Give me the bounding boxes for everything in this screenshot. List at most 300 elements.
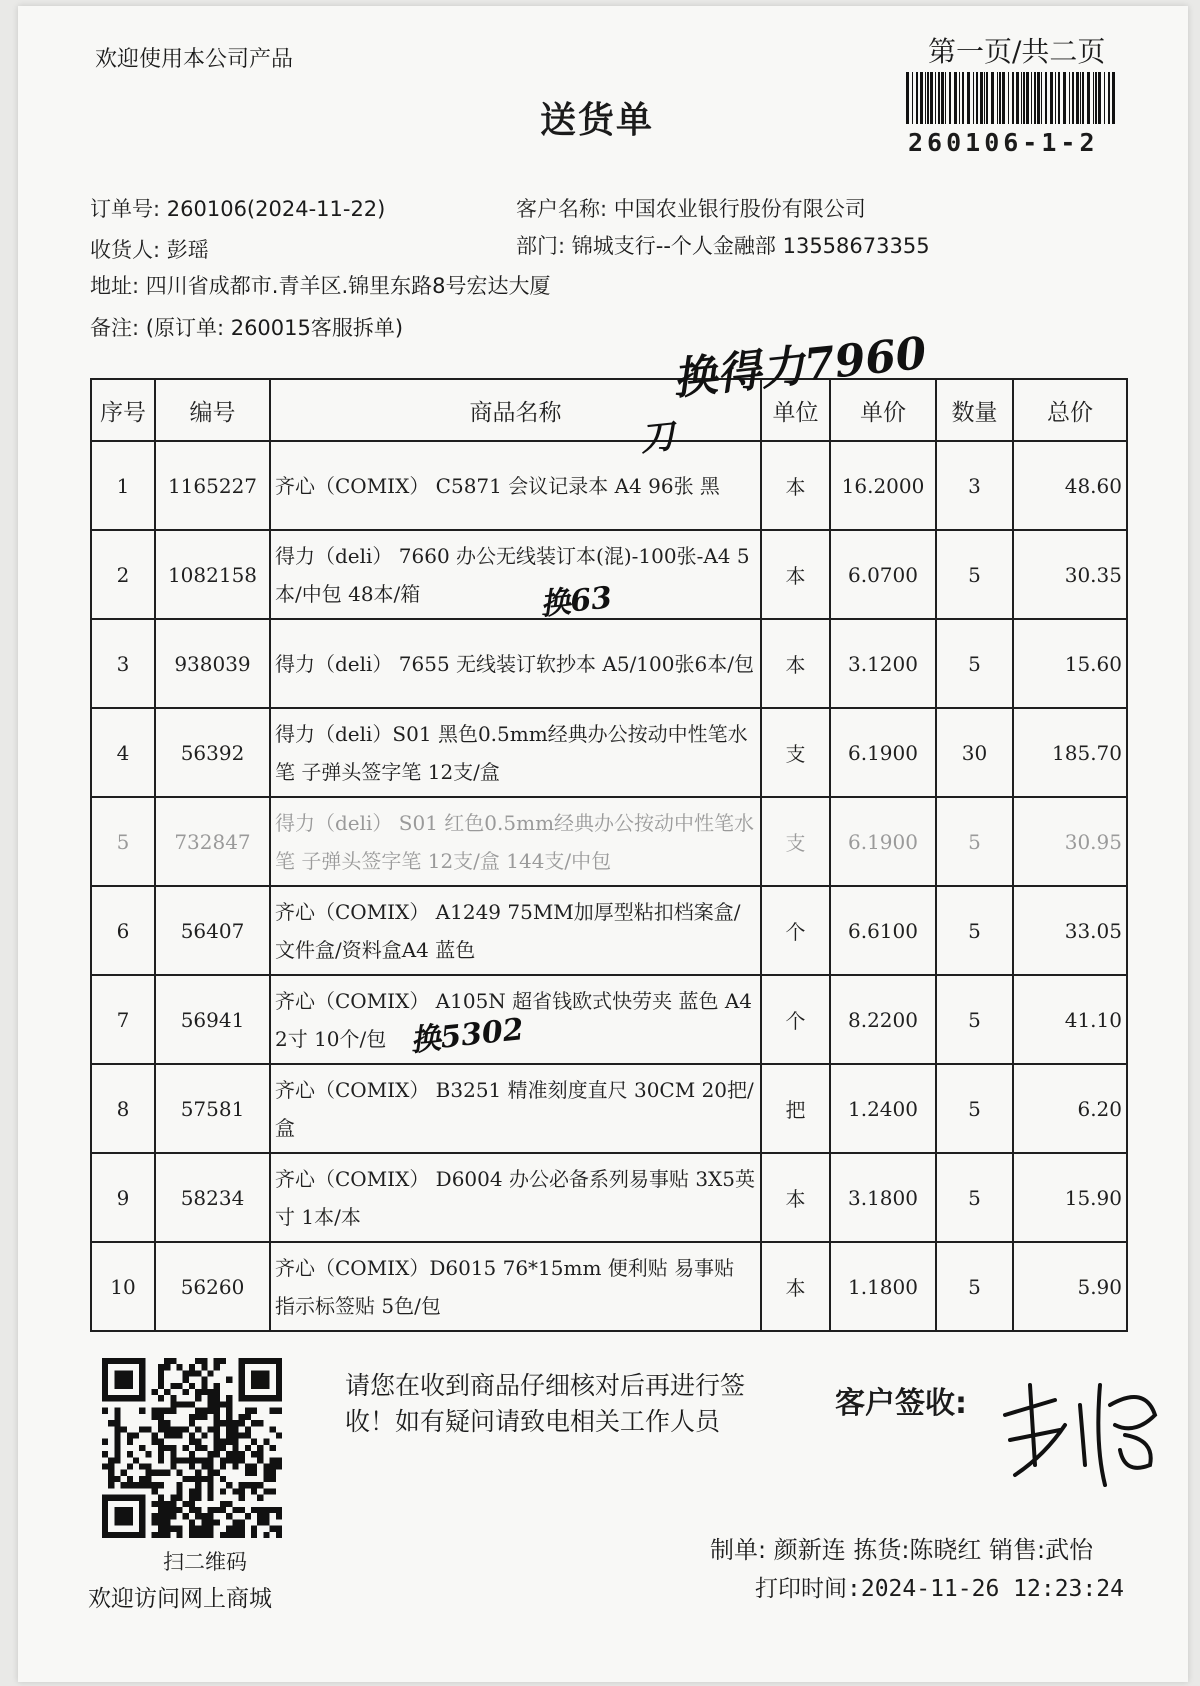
cell-name: 得力（deli）S01 黑色0.5mm经典办公按动中性笔水笔 子弹头签字笔 12支/盒 <box>270 708 761 797</box>
qr-module <box>183 1377 189 1383</box>
qr-module <box>152 1414 158 1420</box>
qr-module <box>139 1395 145 1401</box>
qr-module <box>251 1526 257 1532</box>
barcode-bar <box>925 72 926 124</box>
qr-module <box>164 1526 170 1532</box>
qr-module <box>214 1414 220 1420</box>
customer-name-label: 客户名称: <box>516 197 608 221</box>
qr-module <box>195 1507 201 1513</box>
qr-module <box>263 1377 269 1383</box>
qr-module <box>121 1507 127 1513</box>
qr-module <box>139 1445 145 1451</box>
qr-module <box>226 1457 232 1463</box>
qr-module <box>170 1464 176 1470</box>
barcode-bar <box>1050 72 1053 124</box>
qr-module <box>232 1532 238 1538</box>
qr-module <box>176 1426 182 1432</box>
qr-module <box>232 1464 238 1470</box>
qr-module <box>139 1377 145 1383</box>
qr-module <box>276 1432 282 1438</box>
qr-module <box>127 1358 133 1364</box>
qr-module <box>139 1426 145 1432</box>
qr-module <box>201 1377 207 1383</box>
barcode-bar <box>1112 72 1115 124</box>
qr-module <box>214 1364 220 1370</box>
barcode <box>906 72 1116 124</box>
qr-module <box>183 1401 189 1407</box>
qr-module <box>270 1526 276 1532</box>
qr-module <box>220 1401 226 1407</box>
qr-module <box>257 1507 263 1513</box>
cell-total: 15.90 <box>1013 1153 1127 1242</box>
qr-module <box>102 1532 108 1538</box>
qr-module <box>121 1395 127 1401</box>
qr-module <box>276 1389 282 1395</box>
qr-module <box>170 1401 176 1407</box>
qr-module <box>183 1513 189 1519</box>
qr-module <box>183 1457 189 1463</box>
qr-module <box>114 1476 120 1482</box>
qr-module <box>189 1383 195 1389</box>
qr-module <box>239 1377 245 1383</box>
qr-module <box>170 1501 176 1507</box>
qr-module <box>158 1414 164 1420</box>
qr-module <box>114 1451 120 1457</box>
qr-module <box>232 1507 238 1513</box>
barcode-bar <box>1076 72 1079 124</box>
header-total: 总价 <box>1013 379 1127 441</box>
qr-module <box>152 1432 158 1438</box>
cell-name: 齐心（COMIX） C5871 会议记录本 A4 96张 黑 <box>270 441 761 530</box>
qr-module <box>158 1439 164 1445</box>
qr-module <box>226 1401 232 1407</box>
qr-module <box>170 1526 176 1532</box>
qr-module <box>201 1414 207 1420</box>
qr-module <box>127 1395 133 1401</box>
qr-module <box>257 1513 263 1519</box>
qr-module <box>152 1439 158 1445</box>
qr-module <box>139 1370 145 1376</box>
qr-module <box>164 1364 170 1370</box>
barcode-bar <box>906 72 909 124</box>
qr-module <box>251 1464 257 1470</box>
table-row <box>91 1242 1127 1331</box>
qr-module <box>220 1464 226 1470</box>
qr-module <box>158 1532 164 1538</box>
qr-module <box>239 1488 245 1494</box>
cell-total: 15.60 <box>1013 619 1127 708</box>
qr-module <box>201 1457 207 1463</box>
qr-module <box>158 1420 164 1426</box>
qr-module <box>195 1439 201 1445</box>
cell-code: 56941 <box>155 975 270 1064</box>
qr-module <box>170 1408 176 1414</box>
qr-module <box>121 1470 127 1476</box>
qr-module <box>108 1470 114 1476</box>
qr-module <box>158 1470 164 1476</box>
qr-module <box>145 1451 151 1457</box>
qr-module <box>208 1408 214 1414</box>
qr-module <box>257 1377 263 1383</box>
barcode-bar <box>1098 72 1101 124</box>
cell-code: 58234 <box>155 1153 270 1242</box>
qr-module <box>251 1470 257 1476</box>
qr-module <box>152 1532 158 1538</box>
cell-seq: 4 <box>91 708 155 797</box>
cell-code: 732847 <box>155 797 270 886</box>
qr-module <box>276 1457 282 1463</box>
cell-name: 齐心（COMIX）D6015 76*15mm 便利贴 易事贴 指示标签贴 5色/包 <box>270 1242 761 1331</box>
qr-module <box>183 1501 189 1507</box>
address-label: 地址: <box>90 274 140 298</box>
receiver <box>90 234 209 264</box>
qr-module <box>189 1432 195 1438</box>
qr-module <box>127 1377 133 1383</box>
cell-name: 得力（deli） 7655 无线装订软抄本 A5/100张6本/包 <box>270 619 761 708</box>
qr-module <box>201 1364 207 1370</box>
qr-module <box>251 1358 257 1364</box>
qr-module <box>158 1408 164 1414</box>
qr-module <box>257 1482 263 1488</box>
qr-module <box>201 1408 207 1414</box>
qr-module <box>189 1451 195 1457</box>
qr-module <box>164 1470 170 1476</box>
qr-module <box>127 1383 133 1389</box>
cell-unit: 把 <box>761 1064 830 1153</box>
header-code: 编号 <box>155 379 270 441</box>
qr-module <box>121 1495 127 1501</box>
qr-module <box>220 1445 226 1451</box>
qr-module <box>208 1532 214 1538</box>
qr-module <box>133 1432 139 1438</box>
qr-module <box>239 1370 245 1376</box>
cell-qty: 5 <box>936 1153 1013 1242</box>
qr-module <box>245 1445 251 1451</box>
qr-module <box>251 1408 257 1414</box>
barcode-bar <box>1108 72 1110 124</box>
qr-module <box>102 1501 108 1507</box>
qr-module <box>139 1389 145 1395</box>
qr-module <box>114 1532 120 1538</box>
barcode-bar <box>973 72 974 124</box>
order-number-label: 订单号: <box>90 197 161 221</box>
qr-module <box>208 1526 214 1532</box>
cell-price: 6.6100 <box>830 886 936 975</box>
qr-module <box>102 1495 108 1501</box>
qr-module <box>276 1464 282 1470</box>
qr-module <box>176 1432 182 1438</box>
qr-module <box>121 1377 127 1383</box>
qr-module <box>263 1507 269 1513</box>
qr-module <box>139 1408 145 1414</box>
qr-module <box>127 1451 133 1457</box>
barcode-number: 260106-1-2 <box>908 128 1099 157</box>
table-row <box>91 708 1127 797</box>
qr-module <box>139 1495 145 1501</box>
qr-module <box>139 1476 145 1482</box>
qr-module <box>114 1445 120 1451</box>
qr-module <box>239 1482 245 1488</box>
table-row <box>91 1153 1127 1242</box>
qr-module <box>189 1488 195 1494</box>
qr-module <box>226 1513 232 1519</box>
cell-unit: 个 <box>761 975 830 1064</box>
qr-module <box>176 1401 182 1407</box>
cell-seq: 8 <box>91 1064 155 1153</box>
qr-module <box>257 1358 263 1364</box>
cell-unit: 本 <box>761 1153 830 1242</box>
qr-module <box>170 1426 176 1432</box>
qr-module <box>127 1476 133 1482</box>
qr-module <box>201 1519 207 1525</box>
page-indicator: 第一页/共二页 <box>928 35 1106 68</box>
table-row <box>91 797 1127 886</box>
qr-module <box>164 1420 170 1426</box>
barcode-bar <box>1041 72 1042 124</box>
barcode-bar <box>1082 72 1084 124</box>
qr-module <box>189 1526 195 1532</box>
barcode-bar <box>912 72 913 124</box>
barcode-bar <box>959 72 960 124</box>
qr-module <box>245 1432 251 1438</box>
qr-module <box>102 1519 108 1525</box>
cell-qty: 5 <box>936 1242 1013 1331</box>
qr-module <box>208 1464 214 1470</box>
qr-module <box>208 1495 214 1501</box>
qr-module <box>170 1445 176 1451</box>
qr-module <box>245 1426 251 1432</box>
qr-module <box>195 1526 201 1532</box>
cell-code: 1165227 <box>155 441 270 530</box>
qr-module <box>208 1482 214 1488</box>
qr-module <box>195 1488 201 1494</box>
qr-module <box>183 1426 189 1432</box>
barcode-bar <box>949 72 951 124</box>
cell-qty: 3 <box>936 441 1013 530</box>
cell-seq: 7 <box>91 975 155 1064</box>
header-name: 商品名称 <box>270 379 761 441</box>
qr-module <box>245 1414 251 1420</box>
qr-module <box>257 1451 263 1457</box>
qr-module <box>158 1482 164 1488</box>
qr-module <box>226 1426 232 1432</box>
qr-module <box>201 1476 207 1482</box>
qr-module <box>164 1501 170 1507</box>
cell-unit: 本 <box>761 441 830 530</box>
barcode-bar <box>1055 72 1056 124</box>
qr-module <box>201 1464 207 1470</box>
qr-module <box>270 1457 276 1463</box>
order-number-value: 260106(2024-11-22) <box>166 197 386 221</box>
qr-module <box>195 1513 201 1519</box>
qr-module <box>114 1420 120 1426</box>
cell-price: 8.2200 <box>830 975 936 1064</box>
qr-module <box>245 1358 251 1364</box>
qr-module <box>158 1383 164 1389</box>
qr-module <box>220 1358 226 1364</box>
qr-module <box>270 1358 276 1364</box>
qr-module <box>245 1408 251 1414</box>
qr-module <box>263 1358 269 1364</box>
qr-module <box>226 1451 232 1457</box>
qr-module <box>176 1488 182 1494</box>
qr-module <box>121 1532 127 1538</box>
qr-module <box>195 1358 201 1364</box>
barcode-bar <box>1072 72 1074 124</box>
qr-module <box>220 1439 226 1445</box>
cell-total: 5.90 <box>1013 1242 1127 1331</box>
qr-module <box>164 1532 170 1538</box>
qr-module <box>114 1426 120 1432</box>
qr-module <box>214 1426 220 1432</box>
barcode-bar <box>916 72 918 124</box>
qr-module <box>176 1383 182 1389</box>
cell-name: 得力（deli） S01 红色0.5mm经典办公按动中性笔水笔 子弹头签字笔 12支/盒 144支/中包 <box>270 797 761 886</box>
qr-module <box>208 1457 214 1463</box>
customer-sign-label: 客户签收: <box>835 1386 967 1421</box>
qr-module <box>176 1364 182 1370</box>
table-row <box>91 441 1127 530</box>
qr-module <box>251 1420 257 1426</box>
qr-module <box>208 1513 214 1519</box>
qr-module <box>232 1488 238 1494</box>
qr-module <box>139 1507 145 1513</box>
qr-module <box>102 1383 108 1389</box>
qr-module <box>189 1439 195 1445</box>
table-row <box>91 886 1127 975</box>
qr-module <box>189 1476 195 1482</box>
qr-module <box>139 1532 145 1538</box>
qr-module <box>170 1395 176 1401</box>
qr-module <box>263 1532 269 1538</box>
qr-module <box>220 1532 226 1538</box>
cell-code: 57581 <box>155 1064 270 1153</box>
qr-module <box>139 1513 145 1519</box>
qr-module <box>257 1495 263 1501</box>
qr-module <box>263 1519 269 1525</box>
barcode-bar <box>1037 72 1040 124</box>
department <box>516 230 930 260</box>
qr-module <box>232 1526 238 1532</box>
qr-module <box>195 1482 201 1488</box>
qr-module <box>239 1383 245 1389</box>
qr-module <box>158 1377 164 1383</box>
qr-module <box>270 1488 276 1494</box>
qr-module <box>121 1383 127 1389</box>
qr-module <box>114 1495 120 1501</box>
qr-module <box>251 1482 257 1488</box>
qr-module <box>226 1526 232 1532</box>
qr-module <box>214 1358 220 1364</box>
items-table <box>90 378 1128 1332</box>
qr-module <box>158 1364 164 1370</box>
qr-module <box>102 1408 108 1414</box>
qr-module <box>127 1532 133 1538</box>
qr-module <box>239 1507 245 1513</box>
cell-price: 6.0700 <box>830 530 936 619</box>
qr-module <box>133 1358 139 1364</box>
qr-module <box>195 1470 201 1476</box>
qr-module <box>164 1432 170 1438</box>
qr-module <box>189 1532 195 1538</box>
qr-module <box>145 1482 151 1488</box>
qr-module <box>239 1495 245 1501</box>
qr-module <box>276 1383 282 1389</box>
qr-module <box>121 1519 127 1525</box>
barcode-bar <box>980 72 983 124</box>
qr-module <box>164 1445 170 1451</box>
cell-price: 6.1900 <box>830 708 936 797</box>
qr-module <box>239 1364 245 1370</box>
barcode-bar <box>1104 72 1105 124</box>
qr-module <box>195 1426 201 1432</box>
cell-seq: 2 <box>91 530 155 619</box>
qr-module <box>176 1507 182 1513</box>
qr-module <box>114 1507 120 1513</box>
qr-module <box>239 1451 245 1457</box>
qr-module <box>158 1426 164 1432</box>
qr-module <box>257 1395 263 1401</box>
qr-module <box>102 1389 108 1395</box>
qr-module <box>158 1395 164 1401</box>
qr-module <box>251 1439 257 1445</box>
qr-module <box>251 1451 257 1457</box>
qr-module <box>220 1488 226 1494</box>
barcode-bar <box>1021 72 1022 124</box>
qr-module <box>189 1364 195 1370</box>
qr-module <box>208 1451 214 1457</box>
qr-module <box>127 1495 133 1501</box>
barcode-bar <box>976 72 978 124</box>
qr-module <box>121 1513 127 1519</box>
qr-module <box>102 1439 108 1445</box>
qr-module <box>102 1464 108 1470</box>
qr-module <box>270 1408 276 1414</box>
qr-module <box>263 1395 269 1401</box>
qr-module <box>245 1482 251 1488</box>
qr-module <box>270 1426 276 1432</box>
qr-module <box>195 1370 201 1376</box>
cell-total: 30.95 <box>1013 797 1127 886</box>
qr-module <box>263 1439 269 1445</box>
header-qty: 数量 <box>936 379 1013 441</box>
qr-module <box>201 1526 207 1532</box>
cell-unit: 个 <box>761 886 830 975</box>
qr-module <box>232 1451 238 1457</box>
qr-module <box>170 1513 176 1519</box>
table-header-row <box>91 379 1127 441</box>
qr-module <box>189 1414 195 1420</box>
qr-module <box>195 1457 201 1463</box>
order-number <box>90 193 385 223</box>
qr-module <box>232 1457 238 1463</box>
cell-total: 41.10 <box>1013 975 1127 1064</box>
qr-module <box>189 1370 195 1376</box>
qr-module <box>145 1476 151 1482</box>
qr-module <box>152 1519 158 1525</box>
qr-module <box>158 1519 164 1525</box>
header-seq: 序号 <box>91 379 155 441</box>
qr-module <box>245 1464 251 1470</box>
qr-module <box>152 1482 158 1488</box>
qr-module <box>201 1432 207 1438</box>
qr-module <box>102 1395 108 1401</box>
qr-module <box>263 1476 269 1482</box>
qr-module <box>189 1495 195 1501</box>
cell-qty: 5 <box>936 530 1013 619</box>
qr-module <box>102 1526 108 1532</box>
cell-price: 1.1800 <box>830 1242 936 1331</box>
